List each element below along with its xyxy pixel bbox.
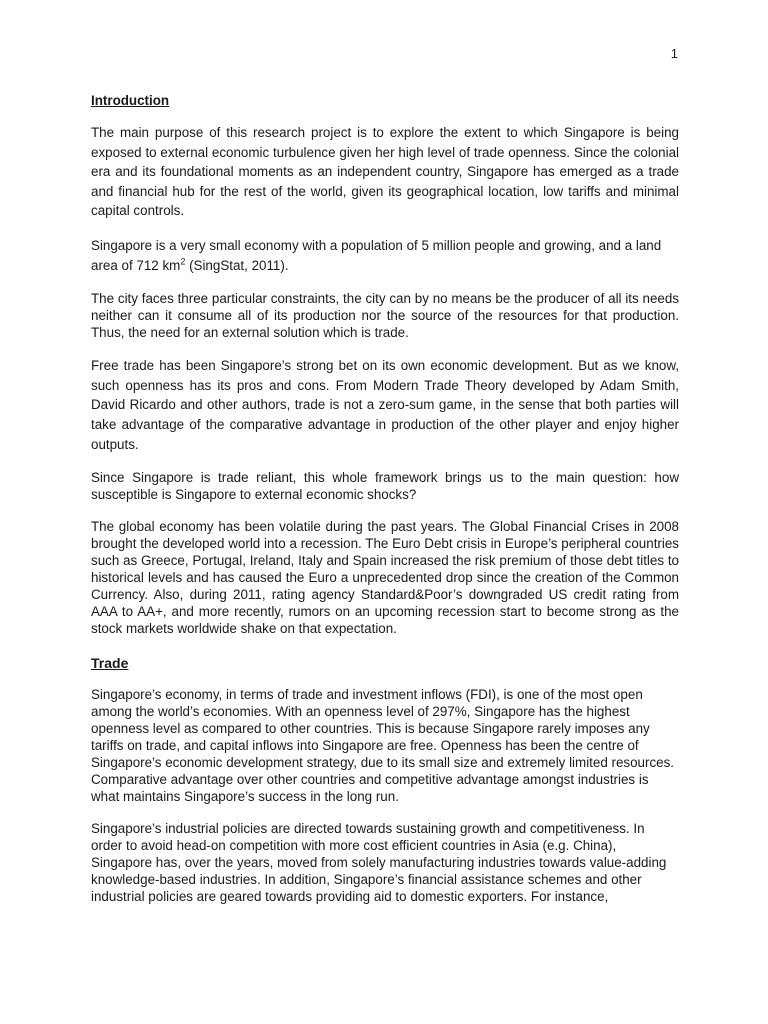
trade-paragraph-1: Singapore’s economy, in terms of trade and investment inflows (FDI), is one of the most open among the world’s economies. With an openness level of 297%, Singapore has the highest openness level as compared to other countries. This is because Singapore rarely imposes any tariffs on trade, and capital inflows into Singapore are free. Openness has been the centre of Singapore’s economic development strategy, due to its small size and extremely limited resources. Comparative advantage over other countries and competitive advantage amongst industries is what maintains Singapore’s success in the long run. <box>91 687 675 805</box>
intro-paragraph-4: Free trade has been Singapore’s strong bet on its own economic development. But as we know, such openness has its pros and cons. From Modern Trade Theory developed by Adam Smith, David Ricardo and other authors, trade is not a zero-sum game, in the sense that both parties will take advantage of the comparative advantage in production of the other player and enjoy higher outputs. <box>91 358 679 452</box>
introduction-heading: Introduction <box>91 93 170 108</box>
document-body <box>91 92 679 920</box>
page-number: 1 <box>670 46 678 61</box>
intro-paragraph-2 <box>91 236 679 275</box>
intro-paragraph-1: The main purpose of this research project is to explore the extent to which Singapore is being exposed to external economic turbulence given her high level of trade openness. Since the colonial era and its foundational moments as an independent country, Singapore has emerged as a trade and financial hub for the rest of the world, given its geographical location, low tariffs and minimal capital controls. <box>91 125 679 219</box>
intro-paragraph-5: Since Singapore is trade reliant, this whole framework brings us to the main question: how susceptible is Singapore to external economic shocks? <box>91 470 679 503</box>
trade-paragraph-2: Singapore’s industrial policies are directed towards sustaining growth and competitiveness. In order to avoid head-on competition with more cost efficient countries in Asia (e.g. China), Singapore has, over the years, moved from solely manufacturing industries towards value-adding knowledge-based industries. In addition, Singapore’s financial assistance schemes and other industrial policies are geared towards providing aid to domestic exporters. For instance, <box>91 821 667 905</box>
intro-paragraph-2-text: Singapore is a very small economy with a population of 5 million people and growing, and a land area of 712 km <box>91 237 662 273</box>
intro-paragraph-3: The city faces three particular constraints, the city can by no means be the producer of all its needs neither can it consume all of its production nor the source of the resources for that production. Thus, the need for an external solution which is trade. <box>91 291 679 341</box>
superscript-2: 2 <box>180 256 186 267</box>
intro-paragraph-6: The global economy has been volatile during the past years. The Global Financial Crises in 2008 brought the developed world into a recession. The Euro Debt crisis in Europe’s peripheral countries such as Greece, Portugal, Ireland, Italy and Spain increased the risk premium of those debt titles to historical levels and has caused the Euro a unprecedented drop since the creation of the Common Currency. Also, during 2011, rating agency Standard&Poor’s downgraded US credit rating from AAA to AA+, and more recently, rumors on an upcoming recession start to become strong as the stock markets worldwide shake on that expectation. <box>91 519 679 637</box>
trade-heading: Trade <box>91 655 129 672</box>
intro-paragraph-2-citation: (SingStat, 2011). <box>185 257 289 273</box>
